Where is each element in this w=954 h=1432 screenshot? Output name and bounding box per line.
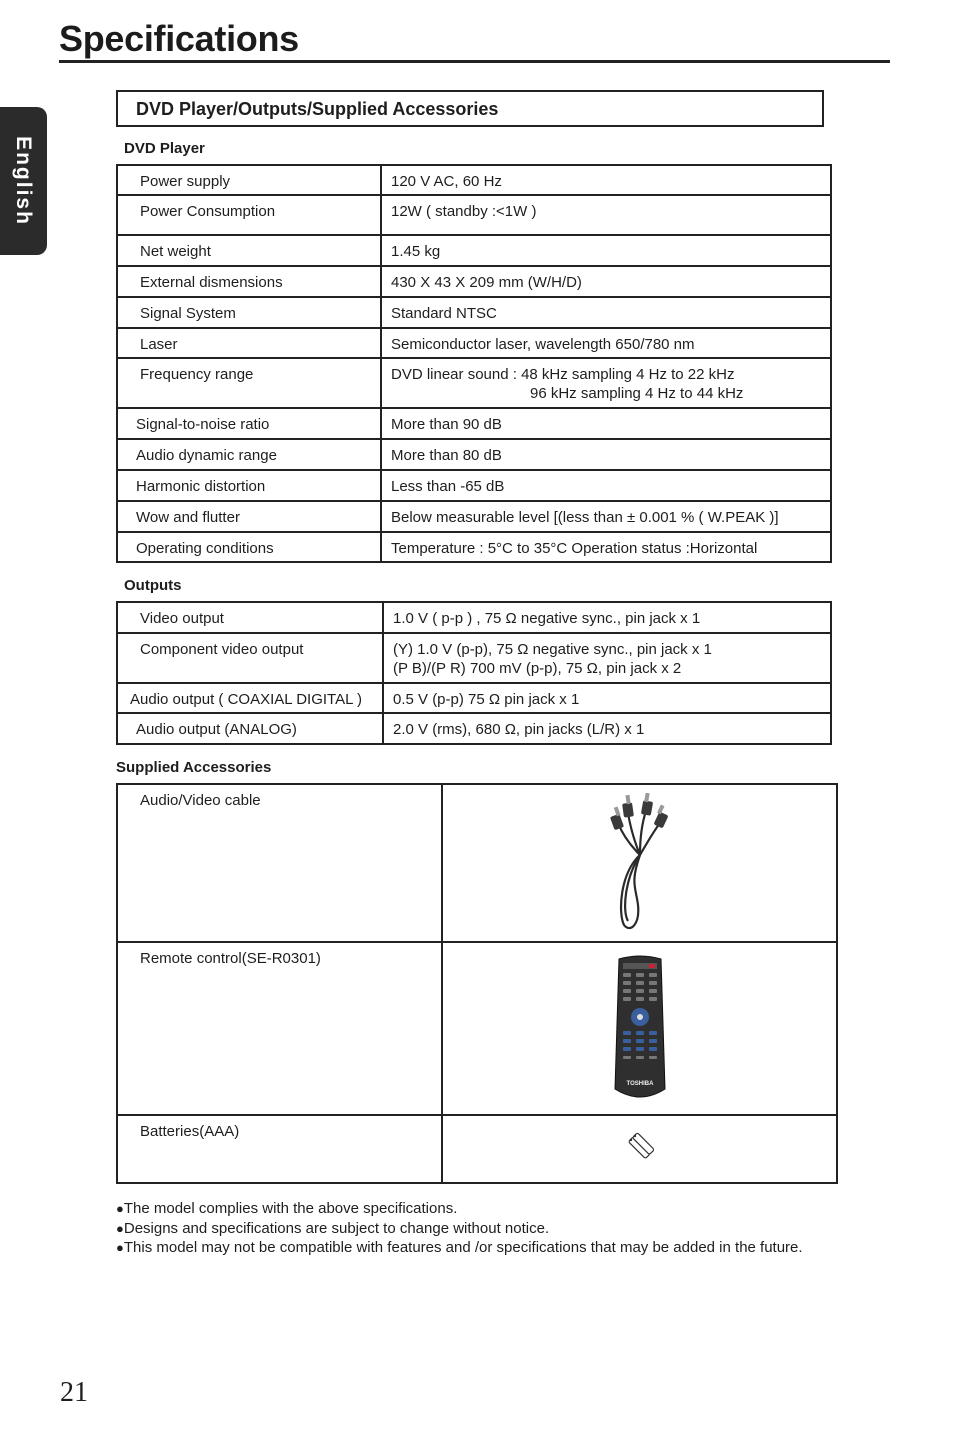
table-row	[117, 195, 831, 235]
table-row	[117, 501, 831, 532]
accessory-image-cell	[442, 942, 837, 1115]
table-row	[117, 532, 831, 562]
table-row	[117, 602, 831, 633]
spec-value: 430 X 43 X 209 mm (W/H/D)	[381, 266, 831, 297]
table-row	[117, 633, 831, 683]
batteries-icon	[623, 1132, 657, 1166]
spec-value: 1.45 kg	[381, 235, 831, 266]
table-row	[117, 713, 831, 744]
table-row	[117, 408, 831, 439]
note-item: ● Designs and specifications are subject to change without notice.	[116, 1219, 803, 1239]
spec-value	[381, 358, 831, 408]
table-row	[117, 1115, 837, 1183]
table-row	[117, 683, 831, 713]
remote-brand-label: TOSHIBA	[626, 1081, 653, 1087]
spec-label: Operating conditions	[117, 532, 381, 562]
spec-value-line: DVD linear sound : 48 kHz sampling 4 Hz to 22 kHz	[391, 366, 735, 383]
spec-value: 120 V AC, 60 Hz	[381, 165, 831, 195]
spec-value: 0.5 V (p-p) 75 Ω pin jack x 1	[383, 683, 831, 713]
spec-label: Net weight	[117, 235, 381, 266]
table-row	[117, 266, 831, 297]
table-row	[117, 784, 837, 942]
section-heading: DVD Player/Outputs/Supplied Accessories	[136, 99, 499, 119]
spec-label: Signal System	[117, 297, 381, 328]
accessory-image-cell	[442, 1115, 837, 1183]
language-tab-label: English	[12, 136, 35, 226]
accessories-table	[116, 783, 838, 1184]
note-item: ● The model complies with the above specifications.	[116, 1199, 803, 1219]
page-title: Specifications	[59, 18, 299, 59]
spec-value: More than 90 dB	[381, 408, 831, 439]
table-row	[117, 297, 831, 328]
spec-value: 2.0 V (rms), 680 Ω, pin jacks (L/R) x 1	[383, 713, 831, 744]
spec-label: Audio dynamic range	[117, 439, 381, 470]
spec-label: External dismensions	[117, 266, 381, 297]
spec-value-line: 96 kHz sampling 4 Hz to 44 kHz	[530, 385, 744, 402]
remote-control-icon	[613, 953, 667, 1103]
spec-label: Video output	[117, 602, 383, 633]
spec-value: Below measurable level [(less than ± 0.001 % ( W.PEAK )]	[381, 501, 831, 532]
dvd-player-table	[116, 164, 832, 563]
table-row	[117, 439, 831, 470]
spec-label: Component video output	[117, 633, 383, 683]
spec-value: Semiconductor laser, wavelength 650/780 nm	[381, 328, 831, 358]
outputs-heading: Outputs	[124, 577, 182, 594]
spec-value: Standard NTSC	[381, 297, 831, 328]
spec-label: Power supply	[117, 165, 381, 195]
page-number: 21	[60, 1377, 88, 1408]
table-row	[117, 235, 831, 266]
spec-value-line: (P B)/(P R) 700 mV (p-p), 75 Ω, pin jack x 2	[393, 660, 682, 677]
spec-value: Temperature : 5°C to 35°C Operation status :Horizontal	[381, 532, 831, 562]
accessories-heading: Supplied Accessories	[116, 759, 272, 776]
table-row	[117, 328, 831, 358]
accessory-label: Remote control(SE-R0301)	[117, 942, 442, 1115]
outputs-table	[116, 601, 832, 745]
spec-value: Less than -65 dB	[381, 470, 831, 501]
spec-label: Audio output (ANALOG)	[117, 713, 383, 744]
table-row	[117, 165, 831, 195]
spec-label: Wow and flutter	[117, 501, 381, 532]
language-tab	[0, 107, 47, 255]
title-rule	[59, 60, 890, 63]
section-heading-box	[116, 90, 824, 127]
accessory-image-cell	[442, 784, 837, 942]
spec-label: Signal-to-noise ratio	[117, 408, 381, 439]
spec-value: 12W ( standby :<1W )	[381, 195, 831, 235]
spec-label: Harmonic distortion	[117, 470, 381, 501]
spec-value: 1.0 V ( p-p ) , 75 Ω negative sync., pin jack x 1	[383, 602, 831, 633]
accessory-label: Audio/Video cable	[117, 784, 442, 942]
spec-label: Power Consumption	[117, 195, 381, 235]
notes-list	[116, 1199, 803, 1258]
spec-label: Laser	[117, 328, 381, 358]
spec-value	[383, 633, 831, 683]
note-item: ● This model may not be compatible with features and /or specifications that may be added in the future.	[116, 1238, 803, 1258]
accessory-label: Batteries(AAA)	[117, 1115, 442, 1183]
spec-value-line: (Y) 1.0 V (p-p), 75 Ω negative sync., pin jack x 1	[393, 641, 712, 658]
spec-value: More than 80 dB	[381, 439, 831, 470]
spec-label: Audio output ( COAXIAL DIGITAL )	[117, 683, 383, 713]
table-row	[117, 470, 831, 501]
table-row	[117, 942, 837, 1115]
spec-label: Frequency range	[117, 358, 381, 408]
table-row	[117, 358, 831, 408]
dvd-player-heading: DVD Player	[124, 140, 205, 157]
av-cable-icon	[600, 793, 680, 933]
